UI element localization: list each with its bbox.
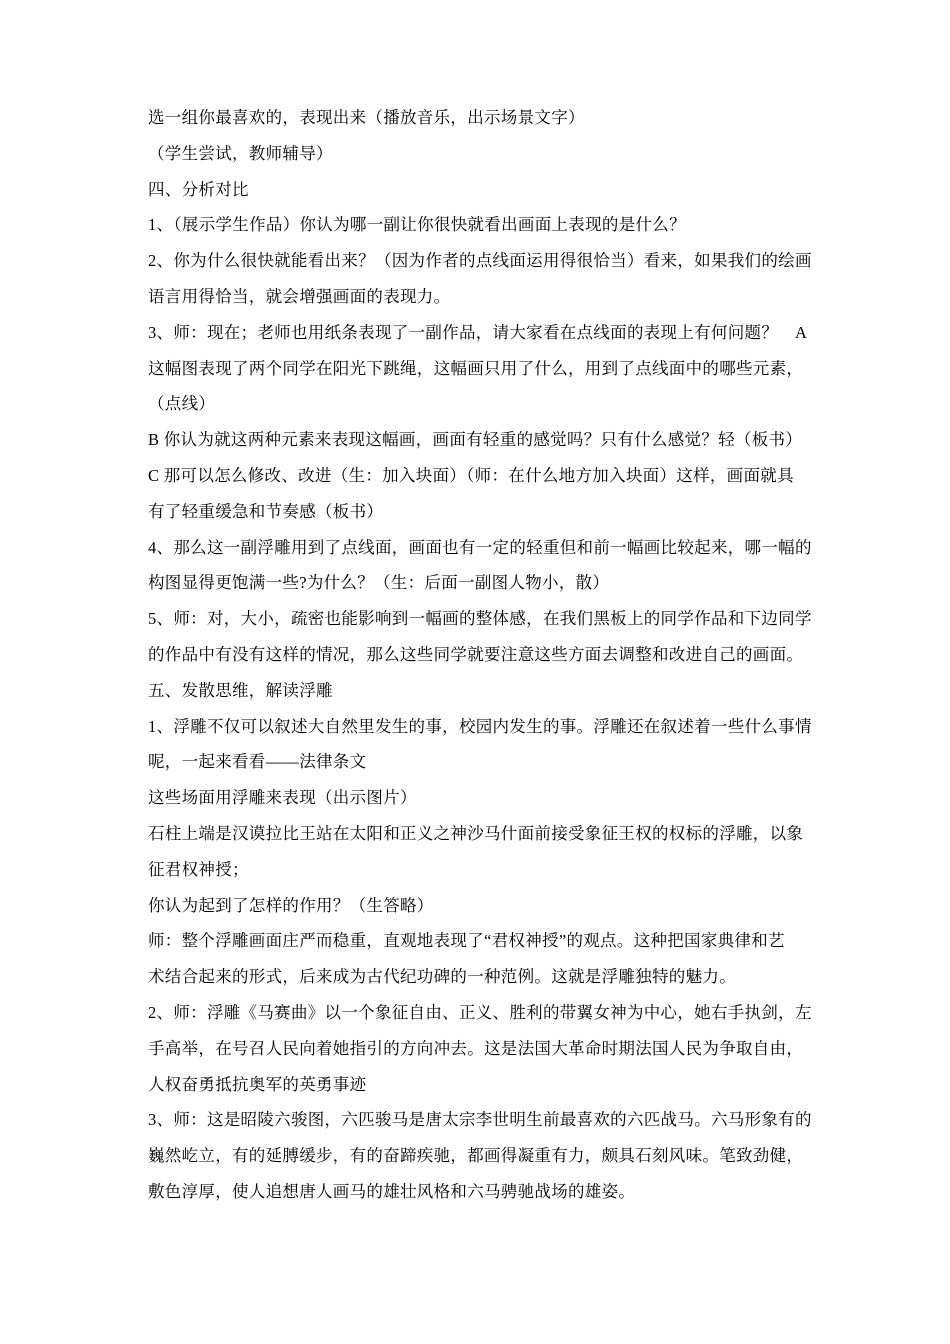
text-line: 巍然屹立，有的延膊缓步，有的奋蹄疾驰，都画得凝重有力，颇具石刻风味。笔致劲健， (148, 1146, 804, 1166)
text-line: （学生尝试，教师辅导） (148, 143, 333, 163)
text-line: 征君权神授； (148, 859, 249, 879)
text-line: 构图显得更饱满一些?为什么？（生：后面一副图人物小，散） (148, 573, 610, 593)
text-line: 3、师：这是昭陵六骏图，六匹骏马是唐太宗李世明生前最喜欢的六匹战马。六马形象有的 (148, 1110, 812, 1130)
text-line: 2、师：浮雕《马赛曲》以一个象征自由、正义、胜利的带翼女神为中心，她右手执剑，左 (148, 1002, 812, 1022)
text-line: 5、师：对，大小，疏密也能影响到一幅画的整体感，在我们黑板上的同学作品和下边同学 (148, 609, 812, 629)
section-heading: 五、发散思维，解读浮雕 (148, 680, 333, 700)
text-line: 选一组你最喜欢的，表现出来（播放音乐，出示场景文字） (148, 108, 585, 127)
text-line: 1、（展示学生作品）你认为哪一副让你很快就看出画面上表现的是什么？ (148, 215, 686, 235)
text-line: 语言用得恰当，就会增强画面的表现力。 (148, 286, 451, 306)
text-line: 人权奋勇抵抗奥军的英勇事迹 (148, 1074, 367, 1094)
text-line: 1、浮雕不仅可以叙述大自然里发生的事，校园内发生的事。浮雕还在叙述着一些什么事情 (148, 716, 812, 736)
text-line: 4、那么这一副浮雕用到了点线面，画面也有一定的轻重但和前一幅画比较起来，哪一幅的 (148, 537, 812, 557)
text-line: 师：整个浮雕画面庄严而稳重，直观地表现了“君权神授”的观点。这种把国家典律和艺 (148, 931, 785, 951)
document-body (148, 100, 823, 1210)
text-line: 3、师：现在；老师也用纸条表现了一副作品，请大家看在点线面的表现上有何问题？ A (148, 322, 808, 342)
text-line: 的作品中有没有这样的情况，那么这些同学就要注意这些方面去调整和改进自己的画面。 (148, 644, 804, 664)
text-line: 2、你为什么很快就能看出来？（因为作者的点线面运用得很恰当）看来，如果我们的绘画 (148, 251, 812, 271)
text-line: 手高举，在号召人民向着她指引的方向冲去。这是法国大革命时期法国人民为争取自由， (148, 1038, 804, 1058)
text-line: 术结合起来的形式，后来成为古代纪功碑的一种范例。这就是浮雕独特的魅力。 (148, 967, 736, 987)
text-line: 有了轻重缓急和节奏感（板书） (148, 501, 384, 521)
text-line: C 那可以怎么修改、改进（生：加入块面）（师：在什么地方加入块面）这样，画面就具 (148, 465, 794, 485)
text-line: 敷色淳厚，使人追想唐人画马的雄壮风格和六马骋驰战场的雄姿。 (148, 1181, 636, 1201)
section-heading: 四、分析对比 (148, 179, 249, 199)
text-line: 这幅图表现了两个同学在阳光下跳绳，这幅画只用了什么，用到了点线面中的哪些元素， (148, 358, 804, 378)
text-line: 石柱上端是汉谟拉比王站在太阳和正义之神沙马什面前接受象征王权的权标的浮雕，以象 (148, 823, 804, 843)
text-line: 这些场面用浮雕来表现（出示图片） (148, 788, 417, 808)
text-line: （点线） (148, 394, 216, 414)
text-line: B 你认为就这两种元素来表现这幅画，画面有轻重的感觉吗？只有什么感觉？轻（板书） (148, 430, 803, 450)
text-line: 你认为起到了怎样的作用？（生答略） (148, 895, 434, 915)
text-line: 呢，一起来看看——法律条文 (148, 752, 367, 772)
